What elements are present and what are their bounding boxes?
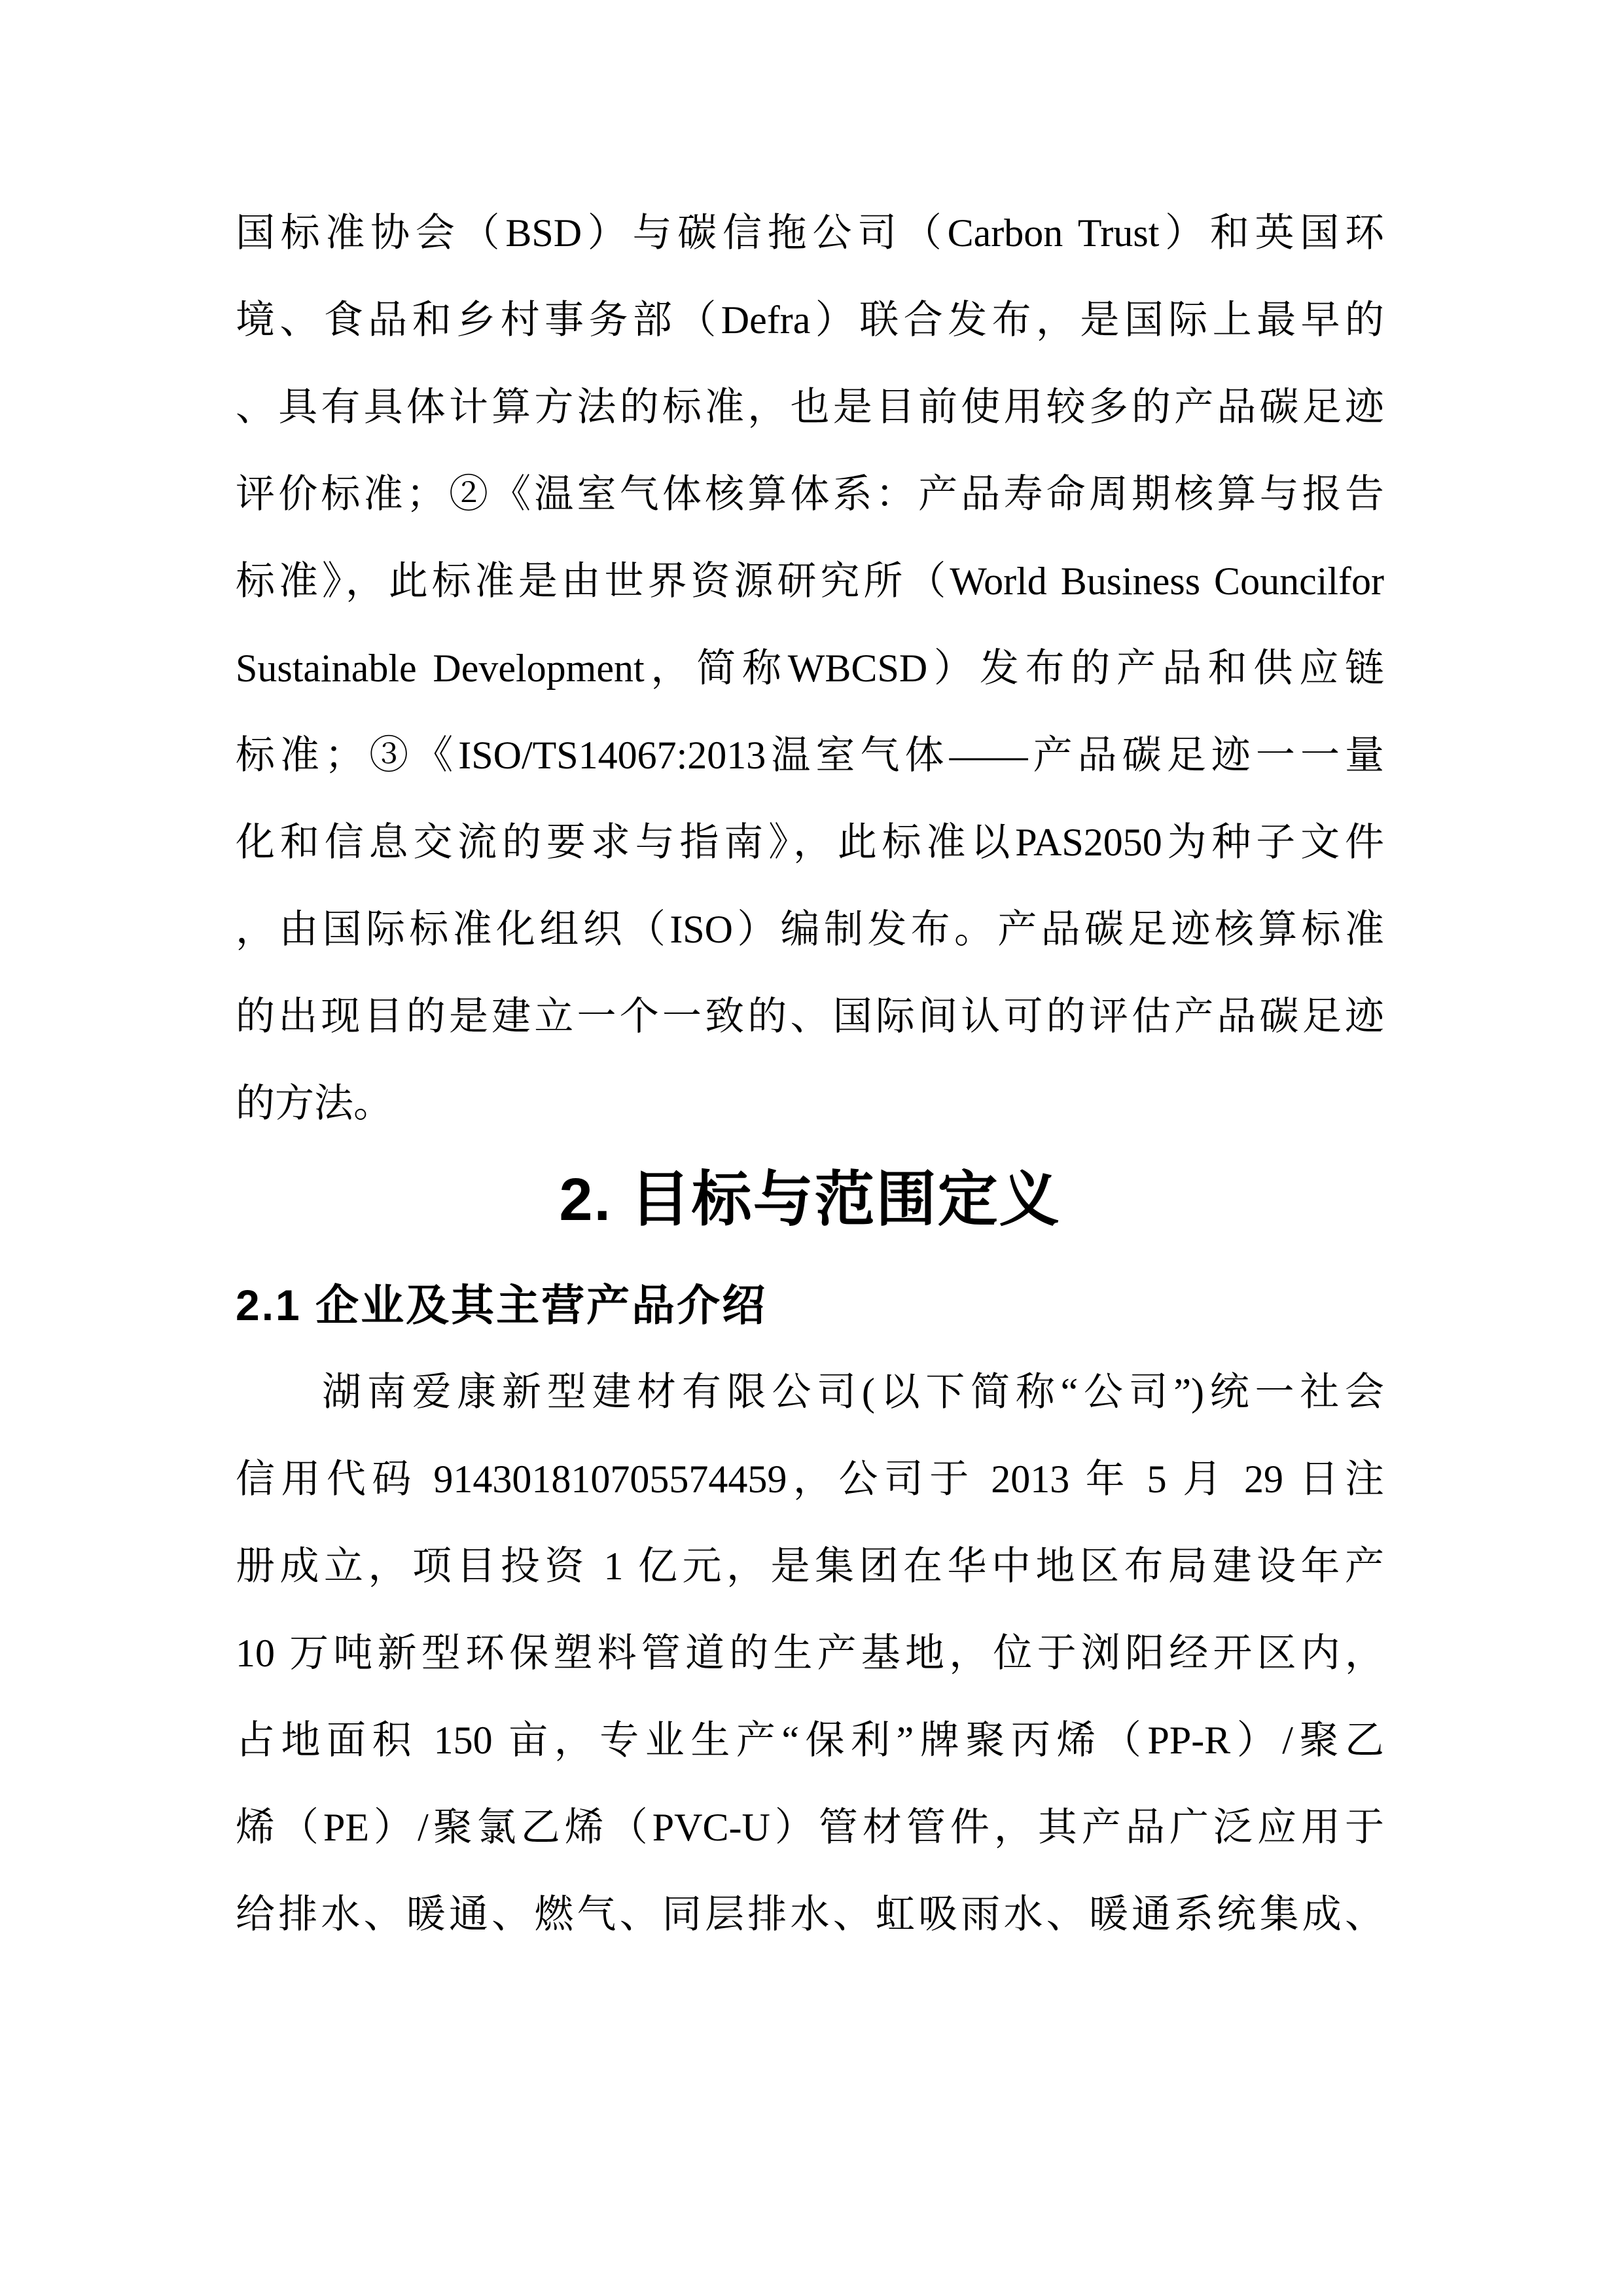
- section-heading-goals-and-scope: 2. 目标与范围定义: [559, 1166, 1061, 1233]
- text-line: 标准；③《ISO/TS14067:2013温室气体——产品碳足迹一一量: [236, 734, 1384, 777]
- text-line: 的出现目的是建立一个一致的、国际间认可的评估产品碳足迹: [236, 995, 1384, 1038]
- text-line: 信用代码 914301810705574459，公司于 2013 年 5 月 29 日注: [236, 1458, 1384, 1501]
- text-line: 标准》，此标准是由世界资源研究所（World Business Councilfor: [236, 560, 1384, 603]
- text-line: 占地面积 150 亩，专业生产“保利”牌聚丙烯（PP-R）/聚乙: [236, 1719, 1384, 1762]
- text-line: 评价标准；②《温室气体核算体系：产品寿命周期核算与报告: [236, 473, 1384, 516]
- text-line: 境、食品和乡村事务部（Defra）联合发布，是国际上最早的: [236, 298, 1384, 342]
- text-line: 化和信息交流的要求与指南》，此标准以PAS2050为种子文件: [236, 821, 1384, 864]
- text-line: 的方法。: [236, 1082, 393, 1125]
- text-line: 10 万吨新型环保塑料管道的生产基地，位于浏阳经开区内，: [236, 1632, 1384, 1675]
- text-line: 册成立，项目投资 1 亿元，是集团在华中地区布局建设年产: [236, 1545, 1384, 1588]
- page-content: [236, 190, 1384, 1958]
- paragraph-carbon-footprint-standards: [236, 190, 1384, 1147]
- text-line: 国标准协会（BSD）与碳信拖公司（Carbon Trust）和英国环: [236, 211, 1384, 255]
- text-line: Sustainable Development，简称WBCSD）发布的产品和供应链: [236, 647, 1384, 690]
- text-line: 湖南爱康新型建材有限公司(以下简称“公司”)统一社会: [322, 1371, 1384, 1414]
- paragraph-company-introduction: [236, 1349, 1384, 1958]
- subsection-heading-company-products-intro: 2.1 企业及其主营产品介绍: [236, 1281, 768, 1329]
- text-line: 烯（PE）/聚氯乙烯（PVC-U）管材管件，其产品广泛应用于: [236, 1806, 1384, 1849]
- text-line: ，由国际标准化组织（ISO）编制发布。产品碳足迹核算标准: [236, 908, 1384, 951]
- text-line: 给排水、暖通、燃气、同层排水、虹吸雨水、暖通系统集成、: [236, 1893, 1384, 1936]
- text-line: 、具有具体计算方法的标准，也是目前使用较多的产品碳足迹: [236, 386, 1384, 429]
